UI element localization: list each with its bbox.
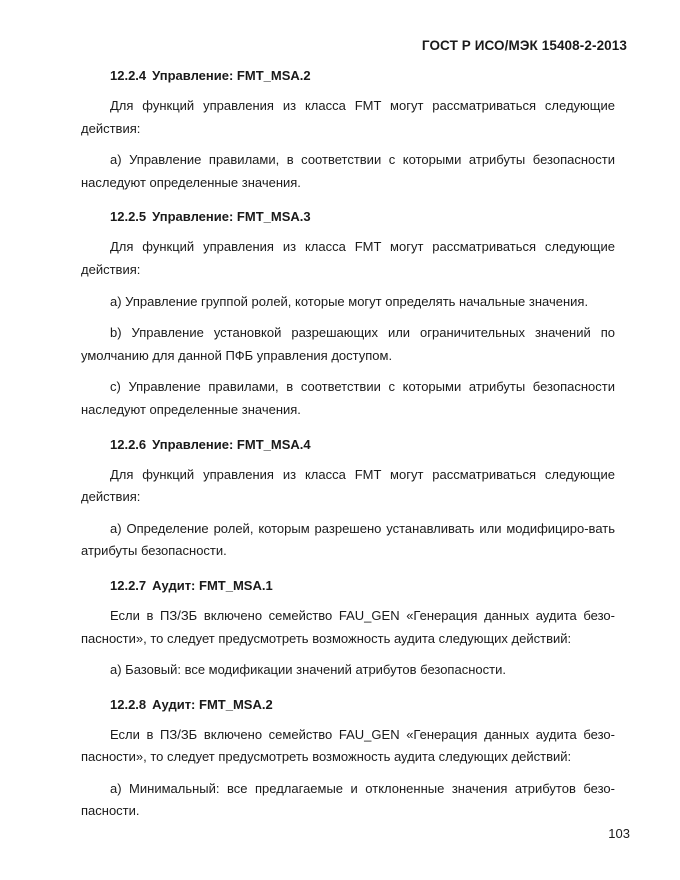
page-number: 103 bbox=[608, 826, 630, 841]
page-header: ГОСТ Р ИСО/МЭК 15408-2-2013 bbox=[421, 38, 627, 53]
section-number: 12.2.5 bbox=[110, 209, 147, 225]
section-title: Управление: FMT_MSA.3 bbox=[152, 209, 311, 225]
list-item: а) Управление группой ролей, которые могут определять начальные значения. bbox=[110, 293, 589, 309]
paragraph: Если в ПЗ/ЗБ включено семейство FAU_GEN «Генерация данных аудита безо-пасности», то следует предусмотреть возможность аудита следующих действий: bbox=[81, 607, 615, 646]
list-item: а) Определение ролей, которым разрешено устанавливать или модифициро-вать атрибуты безопасности. bbox=[81, 520, 615, 559]
section-12-2-4 bbox=[81, 66, 615, 194]
list-item: а) Управление правилами, в соответствии с которыми атрибуты безопасности наследуют определенные значения. bbox=[81, 152, 615, 190]
section-title: Аудит: FMT_MSA.2 bbox=[152, 696, 273, 712]
section-number: 12.2.7 bbox=[110, 577, 147, 593]
section-12-2-6 bbox=[81, 435, 615, 563]
list-item: а) Базовый: все модификации значений атрибутов безопасности. bbox=[110, 662, 506, 678]
section-heading bbox=[81, 66, 615, 85]
section-title: Аудит: FMT_MSA.1 bbox=[152, 577, 273, 593]
section-number: 12.2.8 bbox=[110, 696, 147, 712]
section-12-2-7 bbox=[81, 576, 615, 682]
document-body bbox=[81, 66, 615, 836]
section-title: Управление: FMT_MSA.4 bbox=[152, 436, 311, 452]
section-12-2-5 bbox=[81, 207, 615, 421]
section-heading bbox=[81, 435, 615, 454]
paragraph: Если в ПЗ/ЗБ включено семейство FAU_GEN «Генерация данных аудита безо-пасности», то следует предусмотреть возможность аудита следующих действий: bbox=[81, 726, 615, 765]
section-title: Управление: FMT_MSA.2 bbox=[152, 68, 311, 83]
paragraph: Для функций управления из класса FMT могут рассматриваться следующие действия: bbox=[81, 466, 615, 505]
list-item: с) Управление правилами, в соответствии с которыми атрибуты безопасности наследуют определенные значения. bbox=[81, 379, 615, 417]
list-item: а) Минимальный: все предлагаемые и отклоненные значения атрибутов безо-пасности. bbox=[81, 780, 615, 819]
paragraph: Для функций управления из класса FMT могут рассматриваться следующие действия: bbox=[81, 239, 615, 277]
section-heading bbox=[81, 576, 615, 595]
list-item: b) Управление установкой разрешающих или ограничительных значений по умолчанию для данной ПФБ управления доступом. bbox=[81, 325, 615, 363]
section-number: 12.2.6 bbox=[110, 436, 147, 452]
section-heading bbox=[81, 207, 615, 226]
section-number: 12.2.4 bbox=[110, 68, 147, 83]
section-12-2-8 bbox=[81, 695, 615, 823]
paragraph: Для функций управления из класса FMT могут рассматриваться следующие действия: bbox=[81, 98, 615, 136]
section-heading bbox=[81, 695, 615, 714]
